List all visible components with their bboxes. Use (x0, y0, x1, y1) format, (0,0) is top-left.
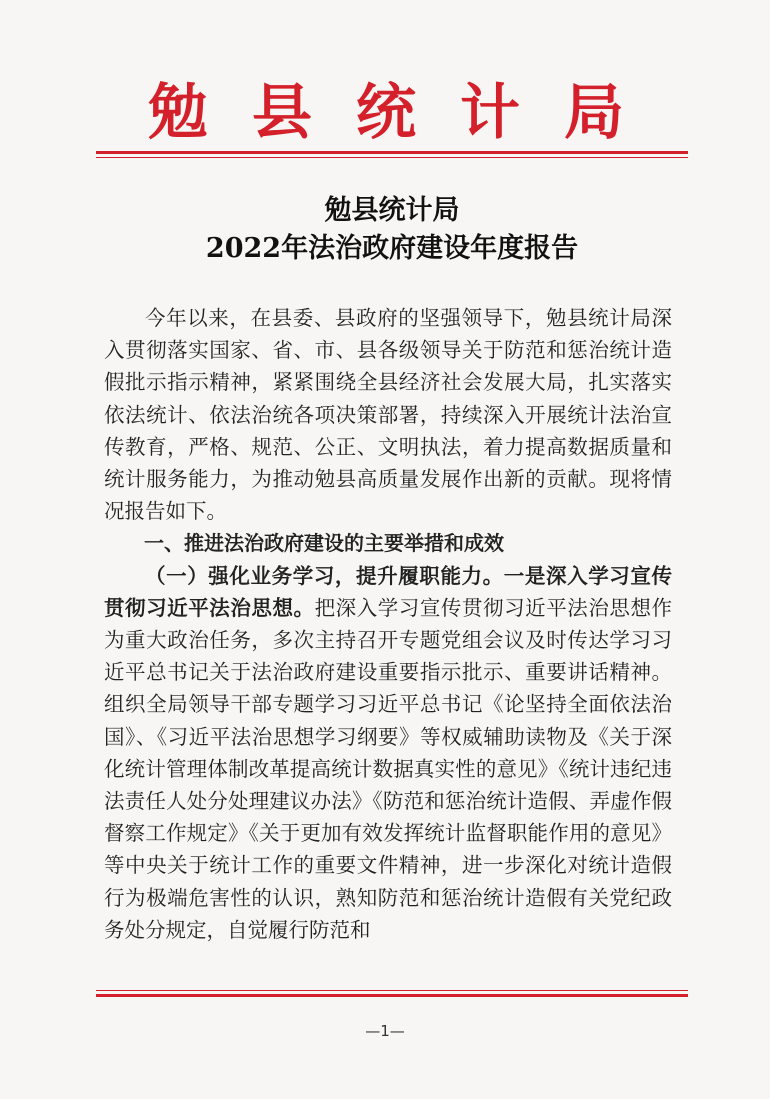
masthead-rule-thick (96, 151, 688, 154)
footer-rule-thick (96, 994, 688, 997)
subsection-paragraph (104, 560, 672, 946)
document-title (96, 192, 688, 268)
document-title-line2: 2022年法治政府建设年度报告 (205, 233, 579, 264)
subsection-lead: 一是深入学习宣传贯彻习近平法治思想。 (104, 563, 673, 620)
subsection-heading: （一）强化业务学习，提升履职能力。 (145, 563, 504, 588)
subsection-text: 把深入学习宣传贯彻习近平法治思想作为重大政治任务，多次主持召开专题党组会议及时传达学习习近平总书记关于法治政府建设重要指示批示、重要讲话精神。组织全局领导干部专题学习习近平总书记《论坚持全面依法治国》、《习近平法治思想学习纲要》等权威辅助读物及《关于深化统计管理体制改革提高统计数据真实性的意见》《统计违纪违法责任人处分处理建议办法》《防范和惩治统计造假、弄虚作假督察工作规定》《关于更加有效发挥统计监督职能作用的意见》等中央关于统计工作的重要文件精神，进一步深化对统计造假行为极端危害性的认识，熟知防范和惩治统计造假有关党纪政务处分规定，自觉履行防范和 (104, 595, 673, 942)
page-number: —1— (365, 1022, 405, 1040)
masthead-title: 勉县统计局 (148, 78, 668, 148)
section-heading: 一、推进法治政府建设的主要举措和成效 (144, 531, 504, 556)
document-title-line1: 勉县统计局 (324, 195, 460, 226)
document-body (104, 302, 672, 946)
footer-rule-thin (96, 990, 688, 991)
intro-paragraph: 今年以来，在县委、县政府的坚强领导下，勉县统计局深入贯彻落实国家、省、市、县各级领导关于防范和惩治统计造假批示指示精神，紧紧围绕全县经济社会发展大局，扎实落实依法统计、依法治统各项决策部署，持续深入开展统计法治宣传教育，严格、规范、公正、文明执法，着力提高数据质量和统计服务能力，为推动勉县高质量发展作出新的贡献。现将情况报告如下。 (104, 306, 672, 524)
masthead-rule-thin (96, 157, 688, 158)
